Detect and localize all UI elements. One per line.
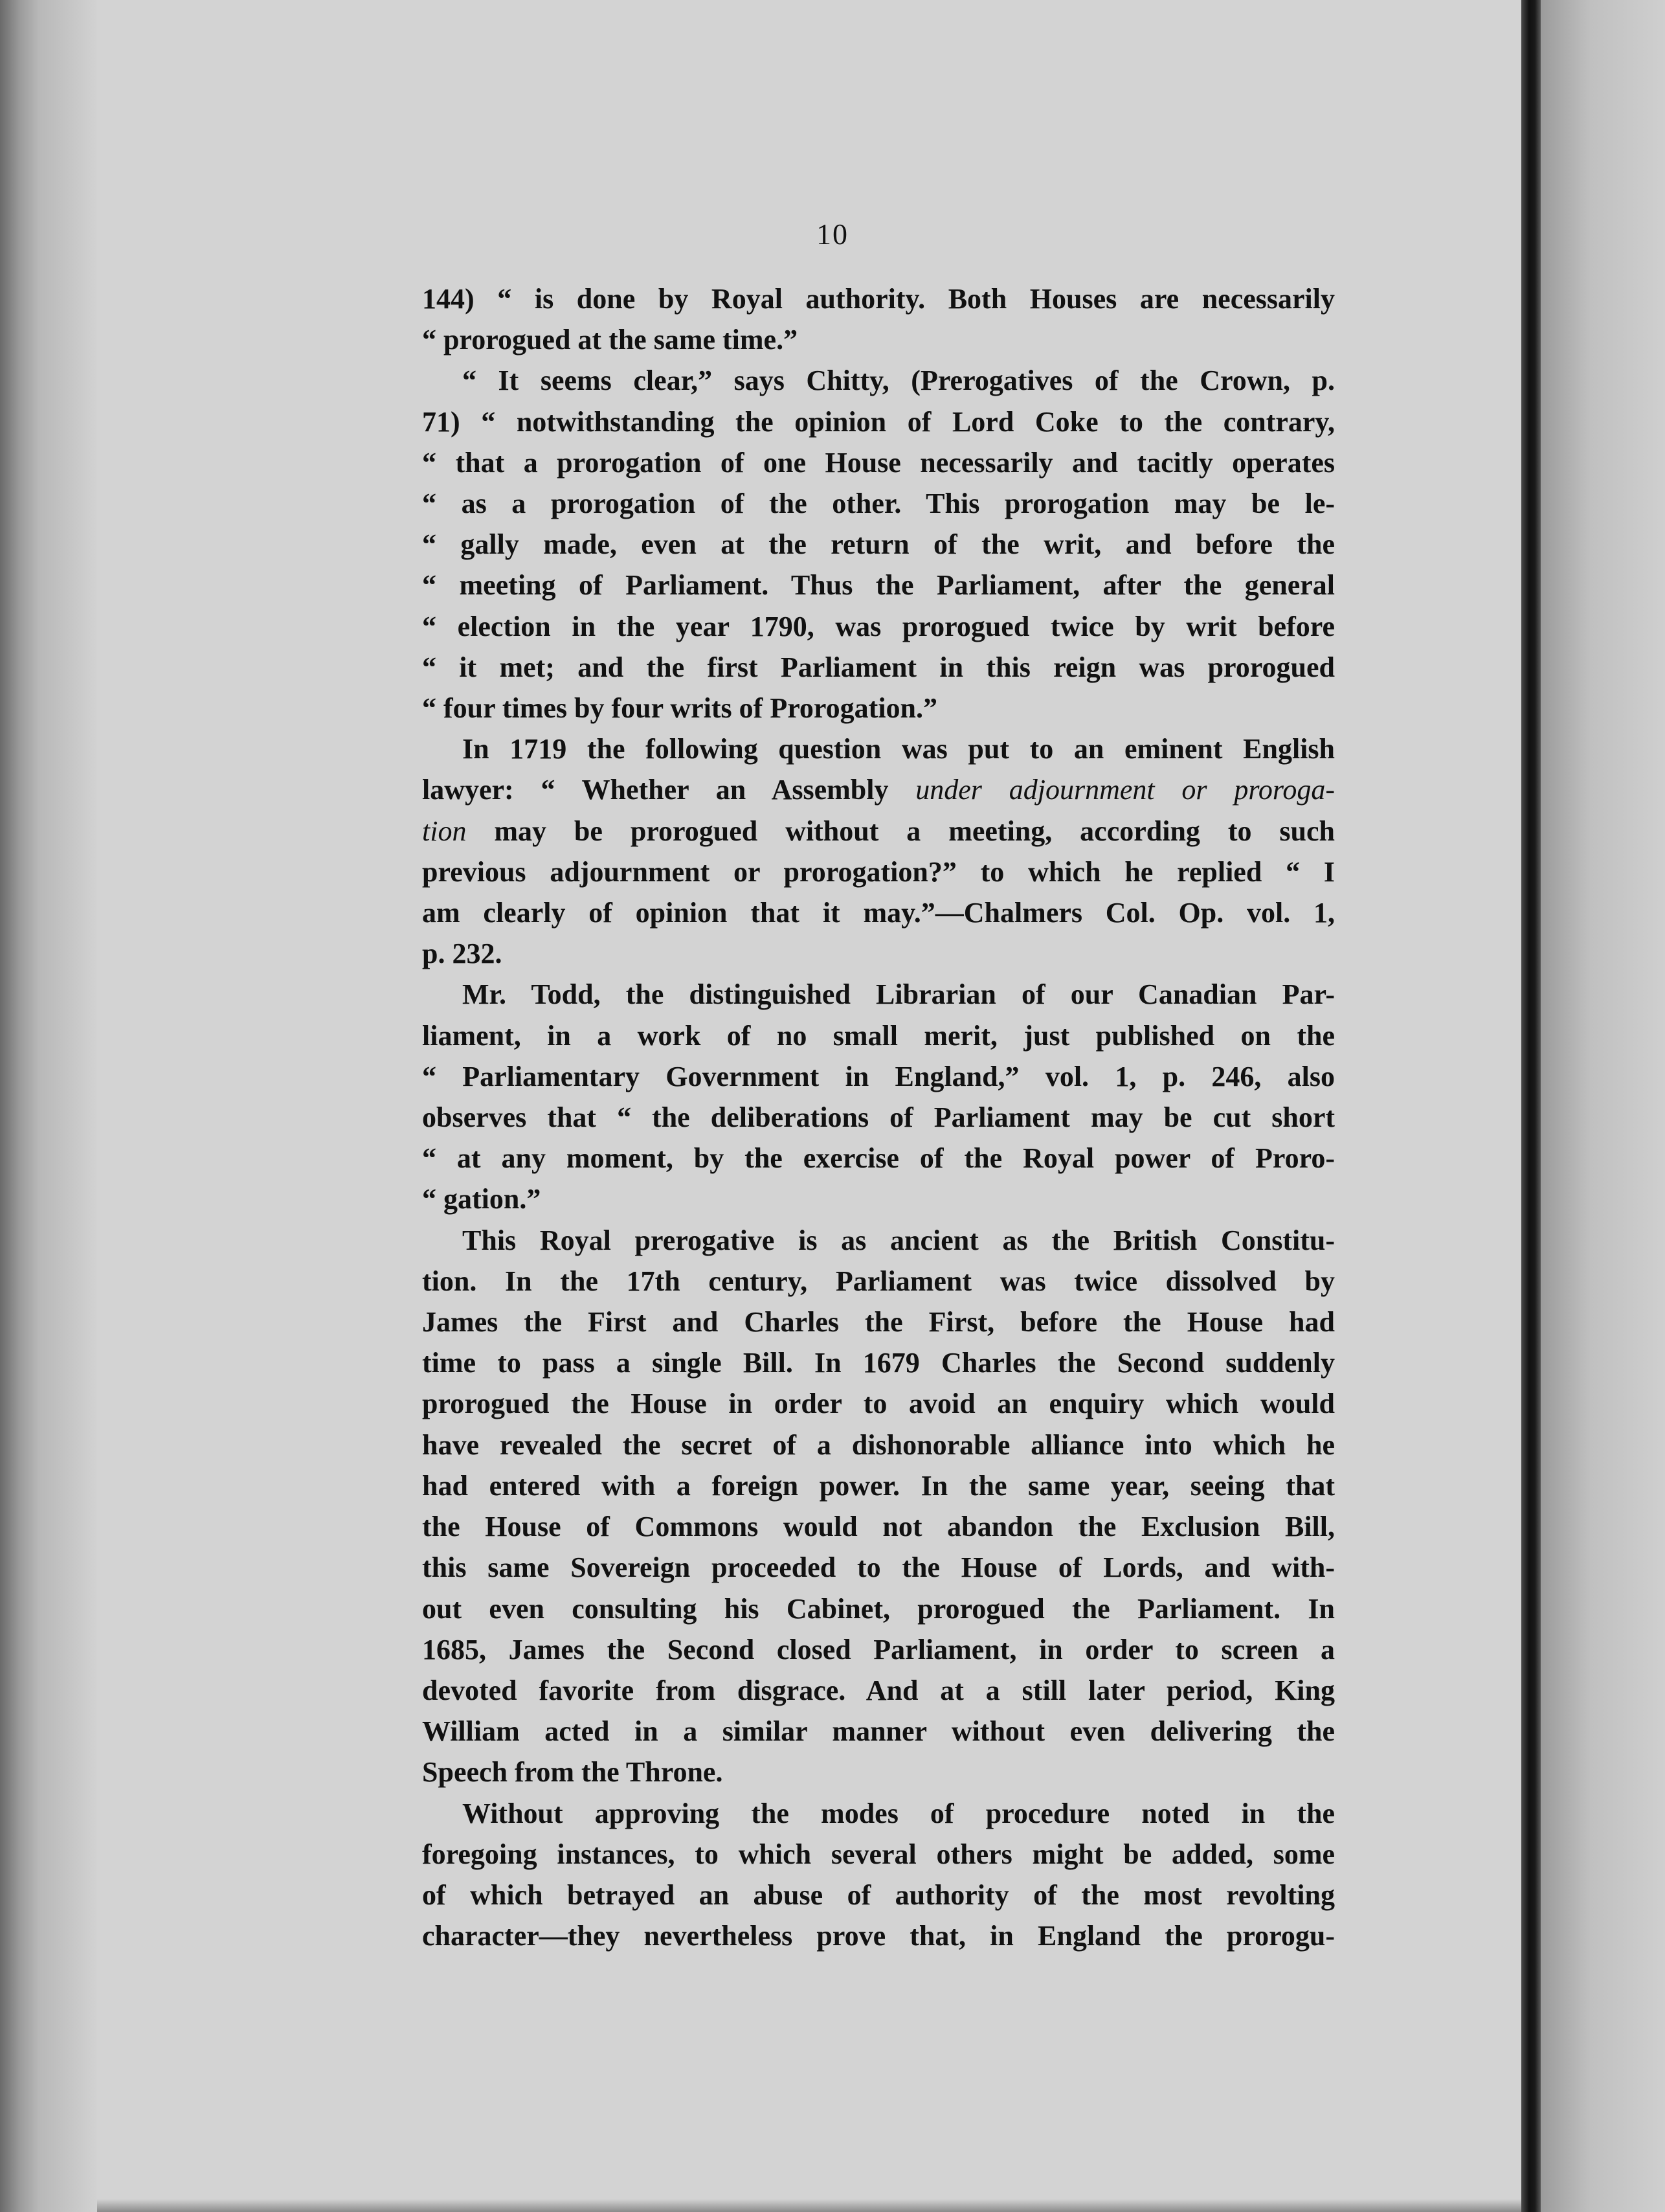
text-line: William acted in a similar manner without even delivering the: [422, 1715, 1335, 1748]
text-fragment: may be prorogued without a meeting, according to such: [466, 815, 1335, 847]
italic-fragment: tion: [422, 815, 467, 847]
text-line: “ prorogued at the same time.”: [422, 324, 798, 356]
right-gutter-shadow: [1521, 0, 1541, 2212]
paragraph-2: [422, 360, 1335, 728]
text-line: “ gally made, even at the return of the writ, and before the: [422, 528, 1335, 561]
text-line: p. 232.: [422, 938, 502, 970]
text-line: observes that “ the deliberations of Parliament may be cut short: [422, 1101, 1335, 1134]
text-line: Speech from the Throne.: [422, 1756, 723, 1789]
paragraph-4: [422, 974, 1335, 1219]
text-line: out even consulting his Cabinet, prorogued the Parliament. In: [422, 1592, 1335, 1625]
text-line-with-italic: [422, 811, 1335, 852]
text-line: “ four times by four writs of Prorogation.”: [422, 692, 938, 725]
facing-page-edge: [1541, 0, 1665, 2212]
text-line: character—they nevertheless prove that, in England the prorogu-: [422, 1920, 1335, 1952]
text-line: Mr. Todd, the distinguished Librarian of our Canadian Par-: [462, 978, 1335, 1011]
text-line: 144) “ is done by Royal authority. Both Houses are necessarily: [422, 283, 1335, 315]
text-line: “ at any moment, by the exercise of the Royal power of Proro-: [422, 1142, 1335, 1175]
text-line: prorogued the House in order to avoid an enquiry which would: [422, 1388, 1335, 1420]
page-number: 10: [816, 218, 849, 251]
text-line: “ Parliamentary Government in England,” vol. 1, p. 246, also: [422, 1060, 1335, 1092]
left-page-edge: [0, 0, 97, 2212]
paragraph-5: [422, 1220, 1335, 1793]
text-line: devoted favorite from disgrace. And at a still later period, King: [422, 1674, 1335, 1706]
text-line: Without approving the modes of procedure noted in the: [462, 1797, 1335, 1829]
text-fragment: lawyer: “ Whether an Assembly: [422, 774, 916, 806]
text-line: am clearly of opinion that it may.”—Chalmers Col. Op. vol. 1,: [422, 897, 1335, 929]
italic-fragment: under adjournment or proroga-: [915, 774, 1335, 806]
text-line: “ gation.”: [422, 1183, 541, 1215]
paragraph-6: [422, 1793, 1335, 1957]
text-line: tion. In the 17th century, Parliament was twice dissolved by: [422, 1265, 1335, 1297]
text-line: had entered with a foreign power. In the same year, seeing that: [422, 1469, 1335, 1502]
text-line: “ It seems clear,” says Chitty, (Prerogatives of the Crown, p.: [462, 365, 1335, 397]
bottom-page-edge: [97, 2199, 1521, 2212]
text-line: “ election in the year 1790, was prorogued twice by writ before: [422, 610, 1335, 642]
text-line: previous adjournment or prorogation?” to which he replied “ I: [422, 855, 1335, 888]
text-line: “ as a prorogation of the other. This prorogation may be le-: [422, 488, 1335, 520]
text-line-with-italic: [422, 769, 1335, 810]
text-line: “ it met; and the first Parliament in this reign was prorogued: [422, 651, 1335, 683]
text-line: foregoing instances, to which several others might be added, some: [422, 1838, 1335, 1870]
text-line: James the First and Charles the First, before the House had: [422, 1306, 1335, 1338]
text-line: have revealed the secret of a dishonorable alliance into which he: [422, 1428, 1335, 1461]
text-line: 71) “ notwithstanding the opinion of Lord Coke to the contrary,: [422, 405, 1335, 438]
text-line: In 1719 the following question was put to an eminent English: [462, 733, 1335, 765]
text-line: This Royal prerogative is as ancient as the British Constitu-: [462, 1224, 1335, 1256]
text-line: of which betrayed an abuse of authority of the most revolting: [422, 1879, 1335, 1911]
paragraph-3: [422, 728, 1335, 974]
text-line: “ meeting of Parliament. Thus the Parliament, after the general: [422, 569, 1335, 602]
text-line: the House of Commons would not abandon the Exclusion Bill,: [422, 1511, 1335, 1543]
text-line: time to pass a single Bill. In 1679 Charles the Second suddenly: [422, 1347, 1335, 1379]
paragraph-1: [422, 278, 1335, 360]
text-line: this same Sovereign proceeded to the House of Lords, and with-: [422, 1552, 1335, 1584]
text-line: “ that a prorogation of one House necessarily and tacitly operates: [422, 446, 1335, 479]
text-line: liament, in a work of no small merit, just published on the: [422, 1019, 1335, 1052]
text-line: 1685, James the Second closed Parliament, in order to screen a: [422, 1633, 1335, 1665]
page-body: [422, 278, 1335, 1956]
